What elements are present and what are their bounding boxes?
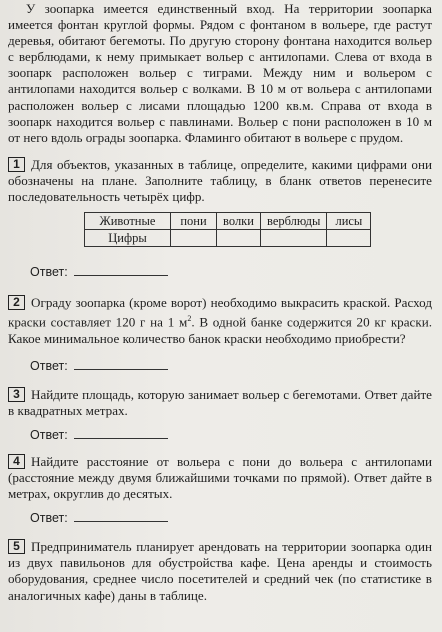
task-4 <box>8 454 432 502</box>
table-row-header: Животные <box>85 213 171 230</box>
animals-table <box>84 212 371 247</box>
task-2-text-end: . В одной банке содержится 20 кг краски. Какое минимальное количество банок краски необходимо приобрести? <box>8 314 432 346</box>
task-number-2: 2 <box>8 295 25 310</box>
table-digits-row <box>85 230 371 247</box>
task-2 <box>8 295 432 347</box>
answer-line-3 <box>8 424 432 442</box>
task-3-text: Найдите площадь, которую занимает вольер с бегемотами. Ответ дайте в квадратных метрах. <box>8 386 432 418</box>
task-1 <box>8 157 432 205</box>
answer-line-4 <box>8 507 432 525</box>
table-header-row <box>85 213 371 230</box>
task-number-3: 3 <box>8 387 25 402</box>
table-column-header: верблюды <box>261 213 327 230</box>
answer-field[interactable] <box>74 369 168 370</box>
answer-field[interactable] <box>74 275 168 276</box>
table-column-header: пони <box>171 213 217 230</box>
task-5-text: Предприниматель планирует арендовать на территории зоопарка один из двух павильонов для обустройства кафе. Цена аренды и стоимость оборудования, среднее число посетителей и средний чек (по статистике в аналогичных кафе) даны в таблице. <box>8 539 432 603</box>
answer-line-1 <box>8 261 432 279</box>
table-answer-cell[interactable] <box>327 230 371 247</box>
answer-label: Ответ: <box>30 358 68 373</box>
task-3 <box>8 387 432 419</box>
answer-label: Ответ: <box>30 427 68 442</box>
task-2-text: Ограду зоопарка (кроме ворот) необходимо выкрасить краской. Расход краски составляет 120 г на 1 м <box>8 295 432 330</box>
task-1-text: Для объектов, указанных в таблице, определите, какими цифрами они обозначены на плане. Заполните таблицу, в бланк ответов перенесите последовательность четырёх цифр. <box>8 156 432 205</box>
answer-field[interactable] <box>74 438 168 439</box>
table-second-row-header: Цифры <box>85 230 171 247</box>
task-number-4: 4 <box>8 454 25 469</box>
table-column-header: волки <box>217 213 261 230</box>
task-5 <box>8 539 432 603</box>
answer-line-2 <box>8 355 432 373</box>
table-answer-cell[interactable] <box>217 230 261 247</box>
task-number-5: 5 <box>8 539 25 554</box>
table-answer-cell[interactable] <box>171 230 217 247</box>
task-4-text: Найдите расстояние от вольера с пони до вольера с антилопами (расстояние между двумя ближайшими точками по прямой). Ответ дайте в метрах, округлив до десятых. <box>8 453 432 502</box>
table-column-header: лисы <box>327 213 371 230</box>
answer-field[interactable] <box>74 521 168 522</box>
intro-paragraph: У зоопарка имеется единственный вход. На территории зоопарка имеется фонтан круглой формы. Рядом с фонтаном в вольере, где растут деревья, обитают бегемоты. По другую сторону фонтана находится вольер с верблюдами, к нему примыкает вольер с антилопами. Слева от входа в зоопарк расположен вольер с тиграми. Между ним и вольером с антилопами находится вольер с волками. В 10 м от вольера с антилопами расположен вольер с лисами площадью 1200 кв.м. Справа от входа в зоопарк находится вольер с павлинами. Вольер с пони расположен в 10 м от него вдоль ограды зоопарка. Фламинго обитают в вольере с прудом. <box>8 1 432 145</box>
answer-label: Ответ: <box>30 265 68 280</box>
task-number-1: 1 <box>8 157 25 172</box>
task-2-superscript: 2 <box>187 314 192 324</box>
table-answer-cell[interactable] <box>261 230 327 247</box>
answer-label: Ответ: <box>30 511 68 526</box>
